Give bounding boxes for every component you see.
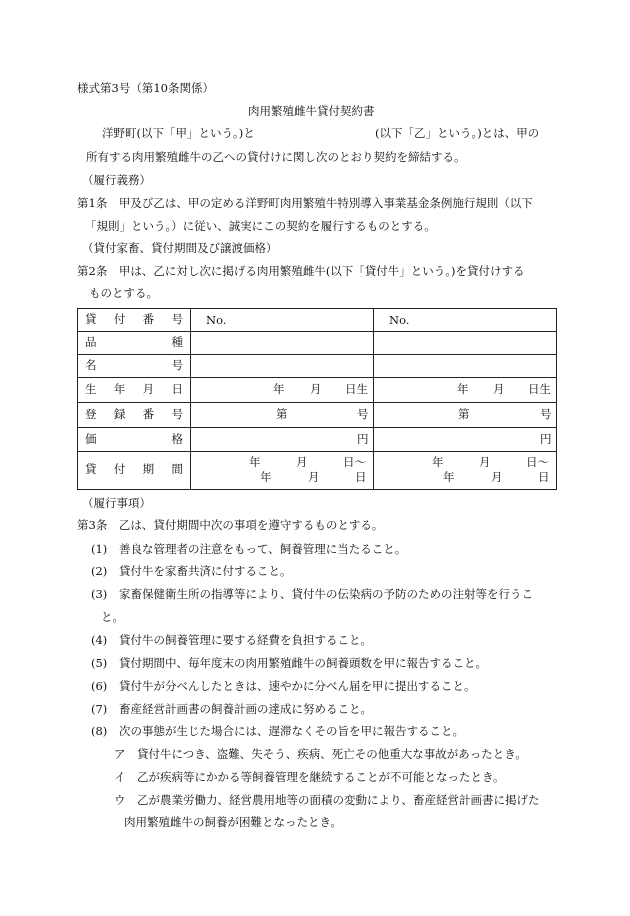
birth-day-right: 日生 — [528, 382, 551, 396]
subitem-text: 乙が農業労働力、経営農用地等の面積の変動により、畜産経営計画書に掲げた — [137, 793, 540, 807]
item-number: (3) — [91, 587, 108, 601]
document-title: 肉用繁殖雌牛貸付契約書 — [248, 104, 375, 118]
item-number: (5) — [91, 656, 108, 670]
reg-prefix-left: 第 — [276, 407, 288, 421]
cell-no-right: No. — [389, 313, 410, 327]
period-to-month-right: 月 — [491, 470, 503, 484]
item-text: 善良な管理者の注意をもって、飼養管理に当たること。 — [119, 542, 407, 556]
period-from-month-left: 月 — [296, 455, 308, 469]
price-yen-right: 円 — [540, 432, 552, 446]
article1-line2: 「規則」という。）に従い、誠実にこの契約を履行するものとする。 — [85, 219, 436, 233]
table-line — [77, 308, 557, 309]
label-char: 種 — [171, 335, 183, 349]
label-char: 品 — [85, 335, 97, 349]
item-text: 畜産経営計画書の飼養計画の達成に努めること。 — [119, 702, 372, 716]
label-char: 貸 — [85, 462, 97, 476]
item-text-continued: と。 — [101, 610, 124, 624]
subitem-kana: ア — [114, 747, 126, 761]
label-char: 月 — [142, 382, 155, 396]
item-text: 家畜保健衛生所の指導等により、貸付牛の伝染病の予防のための注射等を行うこ — [119, 587, 533, 601]
item-text: 貸付牛の飼養管理に要する経費を負担すること。 — [119, 633, 372, 647]
period-from-day-left: 日～ — [343, 455, 366, 469]
item-number: (4) — [91, 633, 108, 647]
table-line — [77, 451, 557, 452]
item-number: (2) — [91, 564, 108, 578]
item-text: 貸付牛を家畜共済に付すること。 — [119, 564, 292, 578]
table-line — [77, 427, 557, 428]
intro-party-b: (以下「乙」という。)とは、甲の — [375, 126, 540, 140]
label-char: 付 — [113, 312, 126, 326]
period-to-month-left: 月 — [308, 470, 320, 484]
period-from-year-left: 年 — [249, 455, 261, 469]
reg-suffix-right: 号 — [540, 407, 552, 421]
table-line — [190, 308, 191, 490]
label-char: 期 — [142, 462, 155, 476]
row-label-lending-number — [85, 314, 183, 326]
article2-heading: （貸付家畜、貸付期間及び譲渡価格） — [82, 241, 278, 255]
article3-heading: （履行事項） — [82, 496, 151, 510]
label-char: 号 — [171, 407, 183, 421]
article2-line2: ものとする。 — [89, 286, 158, 300]
cell-no-left: No. — [206, 313, 227, 327]
label-char: 価 — [85, 432, 97, 446]
label-char: 番 — [142, 407, 155, 421]
table-line — [77, 354, 557, 355]
article1-line1: 第1条 甲及び乙は、甲の定める洋野町肉用繁殖牛特別導入事業基金条例施行規則（以下 — [77, 196, 533, 210]
reg-prefix-right: 第 — [458, 407, 470, 421]
period-from-day-right: 日～ — [526, 455, 549, 469]
table-line — [373, 308, 374, 490]
row-label-breed — [85, 337, 183, 349]
label-char: 間 — [171, 462, 183, 476]
article3-line1: 第3条 乙は、貸付期間中次の事項を遵守するものとする。 — [77, 518, 384, 532]
intro-party-a: 洋野町(以下「甲」という。)と — [102, 126, 255, 140]
period-to-day-right: 日 — [538, 470, 550, 484]
table-line — [77, 331, 557, 332]
form-number: 様式第3号（第10条関係） — [77, 81, 214, 95]
period-to-year-left: 年 — [260, 470, 272, 484]
livestock-table — [77, 308, 557, 490]
article2-line1: 第2条 甲は、乙に対し次に掲げる肉用繁殖雌牛(以下「貸付牛」という。)を貸付けする — [77, 264, 525, 278]
item-number: (6) — [91, 679, 108, 693]
table-line — [77, 377, 557, 378]
label-char: 生 — [85, 382, 97, 396]
subitem-kana: イ — [114, 770, 126, 784]
subitem-text-continued: 肉用繁殖雌牛の飼養が困難となったとき。 — [124, 815, 343, 829]
item-number: (7) — [91, 702, 108, 716]
table-line — [556, 308, 557, 490]
birth-year-right: 年 — [457, 382, 469, 396]
label-char: 貸 — [85, 312, 97, 326]
period-from-year-right: 年 — [432, 455, 444, 469]
subitem-kana: ウ — [114, 793, 126, 807]
period-to-day-left: 日 — [355, 470, 367, 484]
subitem-text: 乙が疾病等にかかる等飼養管理を継続することが不可能となったとき。 — [137, 770, 505, 784]
label-char: 格 — [171, 432, 183, 446]
table-line — [77, 489, 557, 490]
item-number: (1) — [91, 542, 108, 556]
period-to-year-right: 年 — [443, 470, 455, 484]
label-char: 録 — [113, 407, 126, 421]
row-label-lending-period — [85, 464, 183, 476]
article1-heading: （履行義務） — [82, 173, 151, 187]
table-line — [77, 308, 78, 490]
row-label-price — [85, 434, 183, 446]
item-text: 貸付牛が分べんしたときは、速やかに分べん届を甲に提出すること。 — [119, 679, 476, 693]
label-char: 号 — [171, 312, 183, 326]
subitem-text: 貸付牛につき、盗難、失そう、疾病、死亡その他重大な事故があったとき。 — [137, 747, 527, 761]
item-text: 貸付期間中、毎年度末の肉用繁殖雌牛の飼養頭数を甲に報告すること。 — [119, 656, 487, 670]
row-label-birthdate — [85, 384, 183, 396]
period-from-month-right: 月 — [479, 455, 491, 469]
birth-year-left: 年 — [273, 382, 285, 396]
row-label-name — [85, 360, 183, 372]
table-line — [77, 402, 557, 403]
label-char: 名 — [85, 358, 97, 372]
intro-line2: 所有する肉用繁殖雌牛の乙への貸付けに関し次のとおり契約を締結する。 — [86, 150, 466, 164]
item-text: 次の事態が生じた場合には、遅滞なくその旨を甲に報告すること。 — [119, 724, 464, 738]
item-number: (8) — [91, 724, 108, 738]
label-char: 登 — [85, 407, 97, 421]
price-yen-left: 円 — [357, 432, 369, 446]
birth-day-left: 日生 — [345, 382, 368, 396]
label-char: 日 — [171, 382, 183, 396]
birth-month-right: 月 — [493, 382, 505, 396]
label-char: 号 — [171, 358, 183, 372]
reg-suffix-left: 号 — [357, 407, 369, 421]
label-char: 年 — [113, 382, 126, 396]
label-char: 番 — [142, 312, 155, 326]
row-label-registration-number — [85, 409, 183, 421]
birth-month-left: 月 — [310, 382, 322, 396]
label-char: 付 — [113, 462, 126, 476]
